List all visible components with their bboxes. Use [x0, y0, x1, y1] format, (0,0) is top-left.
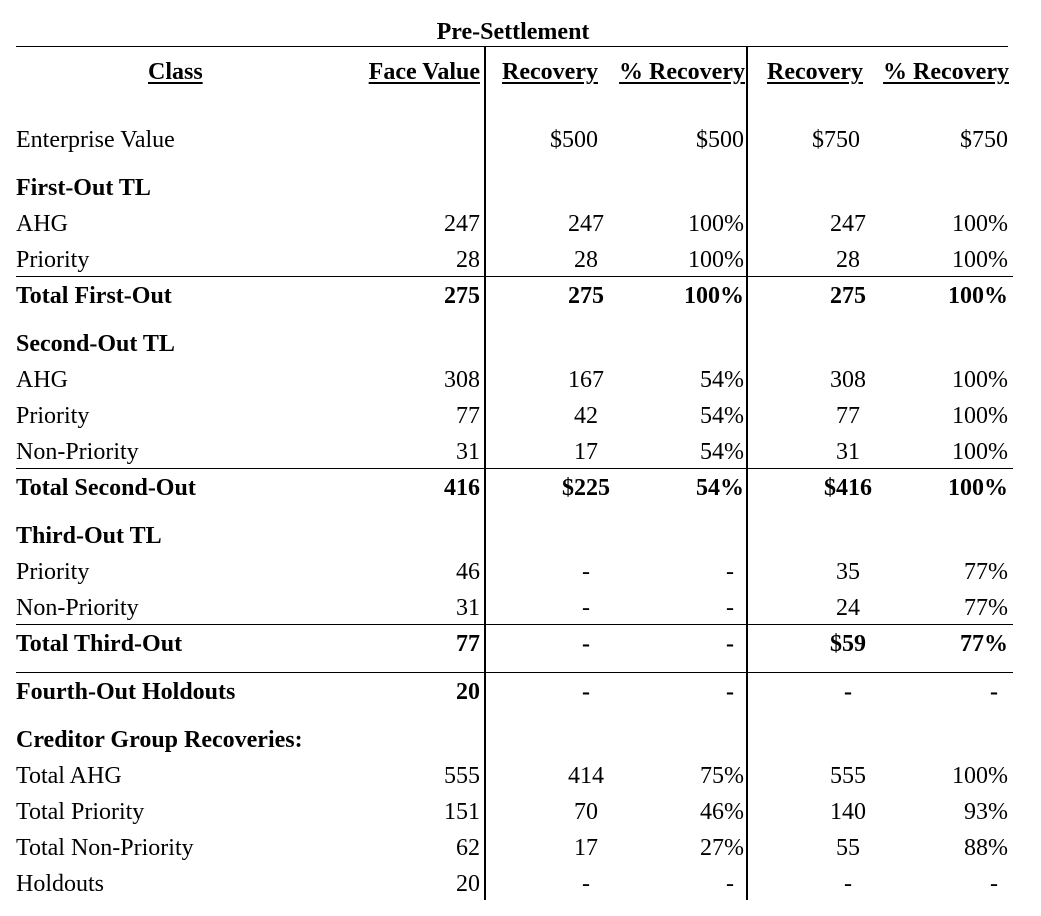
row-label: Total AHG: [16, 763, 122, 789]
header-3: % Recovery: [619, 59, 745, 85]
header-5: % Recovery: [883, 59, 1009, 85]
cell-value: 247: [444, 211, 480, 237]
cell-value: 100%: [688, 211, 744, 237]
cell-value: -: [582, 679, 590, 705]
header-2: Recovery: [502, 59, 598, 85]
cell-value: 140: [830, 799, 866, 825]
cell-value: 46: [456, 559, 480, 585]
cell-value: 100%: [952, 211, 1008, 237]
cell-value: 77%: [964, 559, 1008, 585]
total-third-out-rule: [16, 624, 1013, 625]
row-label: AHG: [16, 367, 68, 393]
cell-value: -: [582, 595, 590, 621]
row-label: Total Non-Priority: [16, 835, 194, 861]
cell-value: 275: [444, 283, 480, 309]
cell-value: 100%: [684, 283, 744, 309]
row-label: Second-Out TL: [16, 331, 175, 357]
cell-value: 100%: [948, 475, 1008, 501]
row-label: First-Out TL: [16, 175, 151, 201]
row-label: Total Second-Out: [16, 475, 196, 501]
cell-value: 20: [456, 679, 480, 705]
cell-value: 77%: [964, 595, 1008, 621]
cell-value: 31: [456, 439, 480, 465]
cell-value: 100%: [952, 403, 1008, 429]
cell-value: -: [726, 595, 734, 621]
cell-value: 70: [574, 799, 598, 825]
cell-value: $750: [960, 127, 1008, 153]
row-label: Non-Priority: [16, 595, 139, 621]
cell-value: 275: [568, 283, 604, 309]
cell-value: 27%: [700, 835, 744, 861]
cell-value: 100%: [948, 283, 1008, 309]
cell-value: 308: [444, 367, 480, 393]
row-label: Priority: [16, 403, 90, 429]
row-label: AHG: [16, 211, 68, 237]
cell-value: 416: [444, 475, 480, 501]
cell-value: 75%: [700, 763, 744, 789]
cell-value: 555: [444, 763, 480, 789]
cell-value: 77%: [960, 631, 1008, 657]
header-4: Recovery: [767, 59, 863, 85]
cell-value: -: [582, 559, 590, 585]
cell-value: 100%: [952, 247, 1008, 273]
cell-value: -: [582, 631, 590, 657]
row-label: Total Priority: [16, 799, 145, 825]
cell-value: 151: [444, 799, 480, 825]
cell-value: 55: [836, 835, 860, 861]
row-label: Fourth-Out Holdouts: [16, 679, 236, 705]
row-label: Priority: [16, 247, 90, 273]
table-title: Pre-Settlement: [436, 19, 590, 45]
cell-value: -: [726, 559, 734, 585]
cell-value: 17: [574, 439, 598, 465]
cell-value: 555: [830, 763, 866, 789]
header-0: Class: [148, 59, 203, 85]
cell-value: 31: [836, 439, 860, 465]
cell-value: $500: [550, 127, 598, 153]
row-label: Third-Out TL: [16, 523, 162, 549]
divider-scenario: [746, 46, 748, 900]
cell-value: 28: [456, 247, 480, 273]
cell-value: $416: [824, 475, 872, 501]
cell-value: 93%: [964, 799, 1008, 825]
cell-value: 28: [574, 247, 598, 273]
cell-value: 275: [830, 283, 866, 309]
divider-face-value: [484, 46, 486, 900]
row-label: Total Third-Out: [16, 631, 183, 657]
cell-value: $59: [830, 631, 866, 657]
cell-value: 42: [574, 403, 598, 429]
row-label: Holdouts: [16, 871, 105, 897]
row-label: Creditor Group Recoveries:: [16, 727, 303, 753]
cell-value: 100%: [688, 247, 744, 273]
header-1: Face Value: [368, 59, 480, 85]
row-label: Total First-Out: [16, 283, 172, 309]
cell-value: 62: [456, 835, 480, 861]
cell-value: 17: [574, 835, 598, 861]
cell-value: 28: [836, 247, 860, 273]
row-label: Enterprise Value: [16, 127, 175, 153]
cell-value: 308: [830, 367, 866, 393]
cell-value: -: [726, 871, 734, 897]
cell-value: $225: [562, 475, 610, 501]
cell-value: 414: [568, 763, 604, 789]
cell-value: 54%: [700, 403, 744, 429]
cell-value: 20: [456, 871, 480, 897]
holdouts-rule: [16, 672, 1013, 673]
cell-value: 167: [568, 367, 604, 393]
cell-value: 100%: [952, 367, 1008, 393]
cell-value: $500: [696, 127, 744, 153]
cell-value: 54%: [700, 439, 744, 465]
cell-value: 247: [830, 211, 866, 237]
cell-value: 35: [836, 559, 860, 585]
cell-value: 24: [836, 595, 860, 621]
total-first-out-rule: [16, 276, 1013, 277]
cell-value: 54%: [700, 367, 744, 393]
cell-value: 31: [456, 595, 480, 621]
cell-value: -: [990, 871, 998, 897]
row-label: Non-Priority: [16, 439, 139, 465]
cell-value: 54%: [696, 475, 744, 501]
cell-value: 100%: [952, 763, 1008, 789]
cell-value: 77: [456, 403, 480, 429]
cell-value: -: [844, 871, 852, 897]
cell-value: 77: [456, 631, 480, 657]
cell-value: 100%: [952, 439, 1008, 465]
cell-value: 77: [836, 403, 860, 429]
total-second-out-rule: [16, 468, 1013, 469]
cell-value: -: [726, 679, 734, 705]
row-label: Priority: [16, 559, 90, 585]
title-rule: [16, 46, 1008, 47]
cell-value: 88%: [964, 835, 1008, 861]
cell-value: 247: [568, 211, 604, 237]
cell-value: -: [844, 679, 852, 705]
cell-value: -: [726, 631, 734, 657]
cell-value: 46%: [700, 799, 744, 825]
cell-value: -: [990, 679, 998, 705]
cell-value: -: [582, 871, 590, 897]
cell-value: $750: [812, 127, 860, 153]
